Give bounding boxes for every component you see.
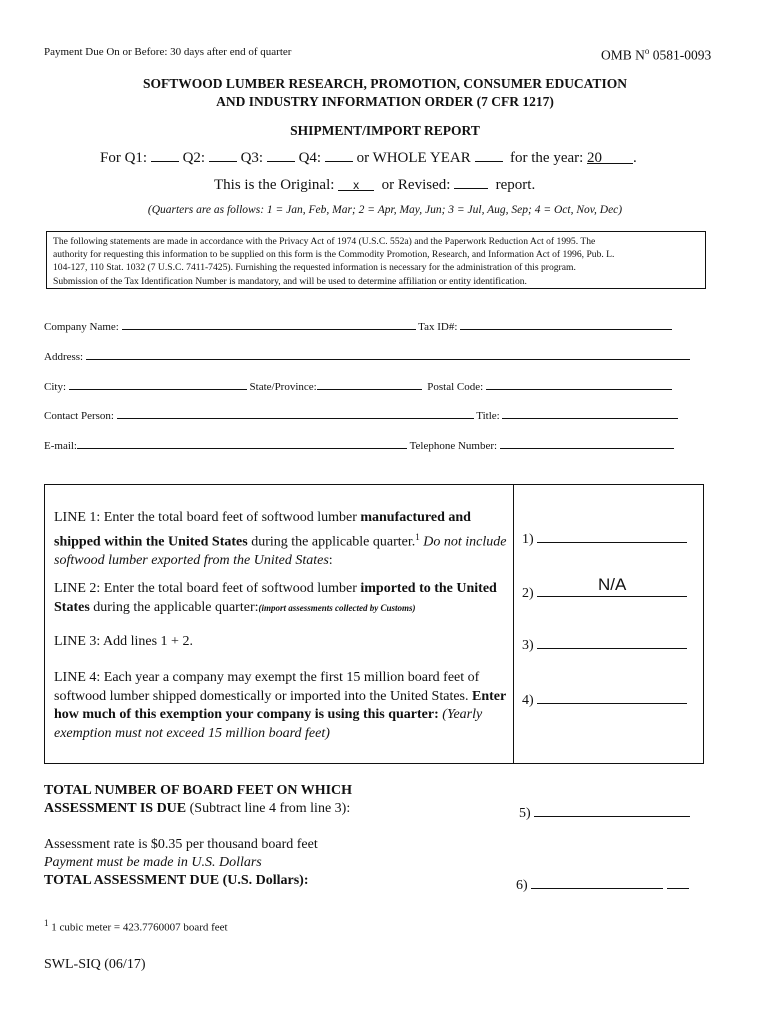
- whole-year-field[interactable]: [475, 148, 503, 162]
- form-id: SWL-SIQ (06/17): [44, 957, 146, 972]
- payment-due-text: Payment Due On or Before: 30 days after end of quarter: [44, 46, 292, 58]
- total-assessment-label: TOTAL ASSESSMENT DUE (U.S. Dollars):: [44, 873, 309, 888]
- title-field[interactable]: [502, 418, 678, 419]
- telephone-field[interactable]: [500, 448, 674, 449]
- line-4-field[interactable]: [537, 688, 687, 704]
- assessment-due-label: ASSESSMENT IS DUE (Subtract line 4 from line 3):: [44, 801, 351, 816]
- title-line-2: AND INDUSTRY INFORMATION ORDER (7 CFR 1217): [216, 94, 554, 109]
- city-field[interactable]: [69, 389, 247, 390]
- tax-id-field[interactable]: [460, 329, 672, 330]
- contact-person-field[interactable]: [117, 418, 474, 419]
- assessment-rate: Assessment rate is $0.35 per thousand board feet: [44, 837, 318, 852]
- revised-field[interactable]: [454, 175, 488, 189]
- line-1-answer: 1): [522, 527, 687, 548]
- total-board-feet-heading: TOTAL NUMBER OF BOARD FEET ON WHICH: [44, 783, 353, 798]
- quarters-note: (Quarters are as follows: 1 = Jan, Feb, Mar; 2 = Apr, May, Jun; 3 = Jul, Aug, Sep; 4 = Oct, Nov, Dec): [147, 204, 623, 216]
- line-5-field[interactable]: [534, 802, 690, 817]
- line-6-cents-field[interactable]: [667, 874, 689, 889]
- company-name-field[interactable]: [122, 329, 416, 330]
- line-4-answer: 4): [522, 688, 687, 709]
- email-row: E-mail: Telephone Number:: [44, 440, 674, 452]
- address-row: Address:: [44, 351, 690, 363]
- line-1-field[interactable]: [537, 527, 687, 543]
- contact-row: Contact Person: Title:: [44, 410, 678, 422]
- line-4-text: LINE 4: Each year a company may exempt the first 15 million board feet of softwood lumber shipped domestically or imported into the United States. Enter how much of this exemption your company is using this quarter: (Yearly exemption must not exceed 15 million board feet): [54, 670, 506, 741]
- email-field[interactable]: [77, 448, 407, 449]
- omb-number: OMB $N^o$ 0581-0093: [601, 46, 712, 63]
- city-row: City: State/Province: Postal Code:: [44, 381, 672, 393]
- original-row: This is the Original: x or Revised: report.: [214, 177, 536, 193]
- period-row: For Q1: Q2: Q3: Q4: or WHOLE YEAR for the year: 20 .: [100, 150, 637, 166]
- payment-note: Payment must be made in U.S. Dollars: [44, 855, 262, 870]
- year-field[interactable]: 20: [587, 150, 633, 164]
- line-5-answer: 5): [519, 802, 690, 822]
- original-field[interactable]: x: [338, 177, 374, 191]
- line-6-answer: 6): [516, 874, 689, 894]
- company-row: Company Name: Tax ID#:: [44, 321, 672, 333]
- line-2-field[interactable]: N/A: [537, 581, 687, 597]
- q1-field[interactable]: [151, 148, 179, 162]
- line-3-answer: 3): [522, 633, 687, 654]
- address-field[interactable]: [86, 359, 690, 360]
- title-line-1: SOFTWOOD LUMBER RESEARCH, PROMOTION, CONSUMER EDUCATION: [143, 76, 627, 91]
- footnote: $^1$ 1 cubic meter = 423.7760007 board feet: [44, 918, 228, 934]
- state-field[interactable]: [317, 389, 422, 390]
- line-2-answer: 2) N/A: [522, 581, 687, 602]
- line-6-field[interactable]: [531, 874, 663, 889]
- report-title: SHIPMENT/IMPORT REPORT: [290, 123, 480, 138]
- line-3-text: LINE 3: Add lines 1 + 2.: [54, 634, 193, 649]
- postal-code-field[interactable]: [486, 389, 672, 390]
- q4-field[interactable]: [325, 148, 353, 162]
- q3-field[interactable]: [267, 148, 295, 162]
- q2-field[interactable]: [209, 148, 237, 162]
- table-divider: [513, 485, 514, 763]
- line-1-text: LINE 1: Enter the total board feet of softwood lumber manufactured and shipped within the United States during the applicable quarter.$^1$ Do not include softwood lumber exported from the United States:: [54, 510, 507, 568]
- lines-table: [44, 484, 704, 764]
- line-2-text: LINE 2: Enter the total board feet of softwood lumber imported to the United States during the applicable quarter:(import assessments collected by Customs): [54, 581, 497, 615]
- privacy-statement: The following statements are made in accordance with the Privacy Act of 1974 (U.S.C. 552a) and the Paperwork Reduction Act of 1995. The authority for requesting this information to be supplied on this form is the Commodity Promotion, Research, and Information Act of 1996, Pub. L. 104-127, 110 Stat. 1032 (7 U.S.C. 7411-7425). Furnishing the requested information is necessary for the administration of this program. Submission of the Tax Identification Number is mandatory, and will be used to determine affiliation or entity identification.: [46, 231, 706, 289]
- line-3-field[interactable]: [537, 633, 687, 649]
